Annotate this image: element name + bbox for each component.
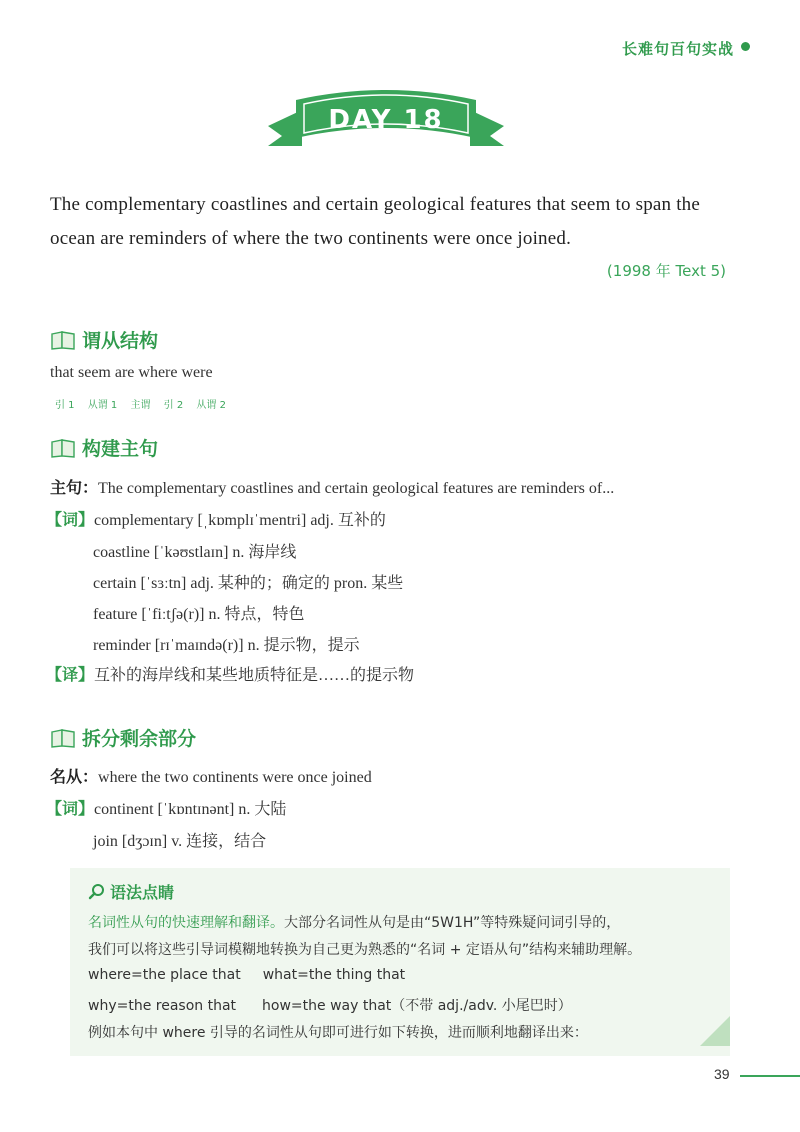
- page-rule: [740, 1075, 800, 1077]
- section-title-text: 谓从结构: [82, 330, 159, 352]
- tip-title-text: 语法点睛: [110, 883, 175, 902]
- vocab-tag: 【词】: [46, 799, 95, 818]
- vocab-entry: reminder [rɪˈmaɪndə(r)] n. 提示物，提示: [93, 637, 360, 654]
- translation-tag: 【译】: [46, 665, 95, 684]
- noun-clause-text: where the two continents were once joined: [98, 769, 372, 786]
- main-clause-text: The complementary coastlines and certain geological features are reminders of...: [98, 480, 615, 497]
- tip-mapping: what=the thing that: [262, 967, 406, 983]
- book-icon: [50, 437, 76, 459]
- translation-line: [46, 662, 414, 685]
- label-item: 主谓: [130, 400, 151, 411]
- sentence-source: (1998 年 Text 5): [606, 262, 726, 280]
- tip-line-3: [88, 967, 405, 983]
- section-title-structure: [50, 326, 158, 353]
- label-item: 引 1: [55, 400, 75, 411]
- running-header: 长难句百句实战: [621, 40, 734, 58]
- vocab-line: [46, 796, 286, 819]
- tip-mapping: why=the reason that: [88, 998, 237, 1014]
- vocab-entry: certain [ˈsɜːtn] adj. 某种的；确定的 pron. 某些: [93, 575, 404, 592]
- label-item: 引 2: [163, 400, 184, 411]
- vocab-line: [46, 507, 386, 530]
- vocab-tag: 【词】: [46, 510, 95, 529]
- noun-clause-label: 名从：: [50, 767, 99, 786]
- tip-line-2: 我们可以将这些引导词模糊地转换为自己更为熟悉的“名词 + 定语从句”结构来辅助理解。: [88, 942, 642, 958]
- section-title-remaining: [50, 724, 196, 751]
- predicate-line: that seem are where were: [50, 364, 213, 381]
- tip-mapping: how=the way that（不带 adj./adv. 小尾巴时）: [262, 998, 572, 1014]
- tip-line-4: [88, 995, 572, 1015]
- vocab-entry: feature [ˈfiːtʃə(r)] n. 特点，特色: [93, 606, 305, 623]
- book-icon: [50, 329, 76, 351]
- day-banner: [268, 86, 504, 154]
- banner-label: DAY 18: [328, 105, 444, 135]
- tip-line-1: [88, 912, 620, 932]
- vocab-entry: coastline [ˈkəʊstlaɪn] n. 海岸线: [93, 544, 297, 561]
- tip-line-5: 例如本句中 where 引导的名词性从句即可进行如下转换，进而顺利地翻译出来：: [88, 1025, 588, 1041]
- translation-text: 互补的海岸线和某些地质特征是……的提示物: [94, 667, 415, 684]
- tip-highlight: 名词性从句的快速理解和翻译。: [88, 915, 284, 931]
- label-item: 从谓 2: [196, 400, 226, 411]
- main-clause-label: 主句：: [50, 478, 99, 497]
- tip-text: 大部分名词性从句是由“5W1H”等特殊疑问词引导的，: [284, 915, 621, 931]
- book-icon: [50, 727, 76, 749]
- main-sentence: The complementary coastlines and certain geological features that seem to span the ocean are reminders of where the two continents were once joined.: [50, 194, 701, 249]
- label-item: 从谓 1: [87, 400, 118, 411]
- vocab-entry: complementary [ˌkɒmplɪˈmentri] adj. 互补的: [94, 512, 386, 529]
- vocab-entry: continent [ˈkɒntɪnənt] n. 大陆: [94, 801, 287, 818]
- tip-title: [88, 880, 174, 903]
- section-title-text: 拆分剩余部分: [82, 728, 197, 750]
- header-dot-icon: [741, 42, 750, 51]
- noun-clause-line: [50, 764, 372, 787]
- main-clause-line: [50, 475, 614, 498]
- section-title-main-clause: [50, 434, 158, 461]
- predicate-labels: [55, 396, 236, 411]
- page-number: 39: [714, 1066, 730, 1082]
- vocab-entry: join [dʒɔɪn] v. 连接，结合: [93, 833, 267, 850]
- tip-mapping: where=the place that: [88, 967, 241, 983]
- section-title-text: 构建主句: [82, 438, 159, 460]
- magnifier-icon: [88, 883, 106, 901]
- tip-box-corner: [700, 1016, 730, 1046]
